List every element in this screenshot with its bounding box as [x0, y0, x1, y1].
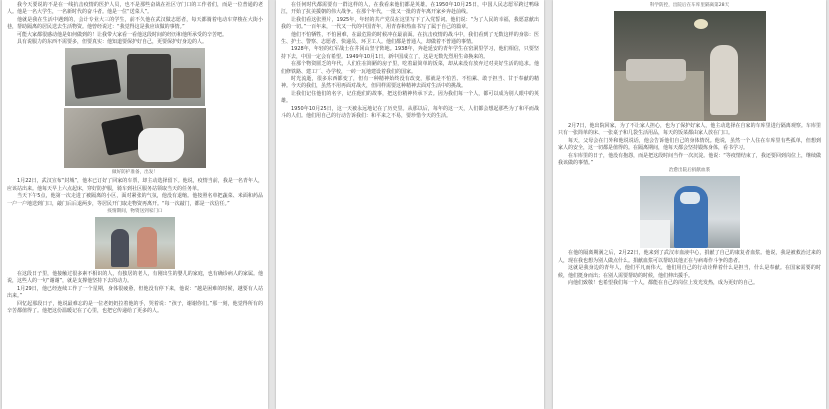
paragraph: 在那个物资匮乏的年代，人们住在简陋的房子里，吃着最简单的饭菜，却从来没有放弃过对美好生活的追求。他们修铁路、建工厂、办学校，一砖一瓦地建设着我们的国家。 — [281, 61, 539, 75]
paragraph: 时光流逝，很多东西都变了，但有一种精神始终没有改变，那就是不怕苦、不怕累、敢于担当、甘于奉献的精神。今天的我们，虽然不用再面对战火，但同样需要这种精神去面对生活中的挑战。 — [281, 76, 539, 90]
photo-caption: 疫情期间，物资送到家门口 — [107, 209, 163, 215]
paragraph: 让我们记住他们的名字，记住他们的故事，把这份精神传承下去。因为我们每一个人，都可以成为别人眼中的英雄。 — [281, 90, 539, 105]
outdoor-people-photo — [95, 217, 175, 269]
document-page-3 — [553, 0, 826, 409]
paragraph: 当天下午5点，他第一次走进了被隔离的小区，面对紧张的气氛，他没有退缩。他按照名单把蔬菜、米面和药品一户一户地送到门口，敲门后后退两步，等居民开门取走物资再离开。“每一次敲门，都是一次信任。” — [7, 193, 263, 207]
paragraph: 在这段日子里，他接触过很多素不相识的人，有独居的老人，有刚出生的婴儿的家庭，也有确诊病人的家属。他说，这些人的一句“谢谢”，就是支撑他坚持下去的动力。 — [7, 271, 263, 285]
gloved-hand-phone-photo — [64, 108, 206, 168]
paragraph: 1月22日，武汉宣布“封城”，他本已订好了回家的车票，却主动选择留下。他说，疫情当前，我是一名青年人，应该站出来。他每天早上六点起床，穿好防护服，骑车到社区服务站领取当天的任务单。 — [7, 178, 263, 192]
paragraph: 1950年10月25日，这一天被永远地记在了历史里。从那以后，每年的这一天，人们都会想起那些为了和平而战斗的人们。他们用自己的行动告诉我们：和平来之不易，要珍惜今天的生活。 — [281, 105, 539, 120]
paragraph: 可能大家都很感动他是如何做到的！让我带大家看一看他这段时间的经历和他所承受的辛苦吧。 — [17, 31, 228, 38]
photo-caption: 科学防控，出院后在车库里隔离第28天 — [649, 3, 730, 8]
paragraph: 他们不怕牺牲，不怕困难，在最危险的时候冲在最前面。在抗击疫情的战斗中，我们看到了无数这样的身影：医生、护士、警察、志愿者、快递员、环卫工人。他们都是普通人，却做着不普通的事情。 — [281, 31, 539, 46]
paragraph: 我今天要说的不是在一线抗击疫情的医护人员，也不是那些奋战在社区守门口的工作者们，而是一位普通的老人。他是一名大学生，一名新时代的奋斗者。他是一位“送菜人”。 — [7, 2, 263, 16]
luggage-photo — [65, 48, 205, 106]
paragraph: 让我们看这张照片，1925年，年轻的共产党员在这里写下了入党誓词。他们说：“为了人民的幸福，我愿意献出我的一切。”一百年来，一代又一代的中国青年，用青春和热血书写了属于自己的篇章。 — [281, 16, 539, 31]
paragraph: 他就是我在生活中遇到的，会计专业大三的学生，前不久他在武汉做志愿者，每天都骑着电动车穿梭在大街小巷，帮助隔离的居民送去生活物资。他曾经说过：“我觉得这是我应该做的事情。” — [7, 16, 263, 31]
paragraph: 向他们致敬！也希望我们每一个人，都能在自己的岗位上发光发热，成为更好的自己。 — [568, 280, 759, 287]
paragraph: 在他的隔离期满之后，2月22日，他来到了武汉市血液中心，捐献了自己的康复者血浆。他说，我是被救治过来的人，现在我也想为别人做点什么。捐献血浆可以帮助其他正在与病毒作斗争的患者。 — [558, 250, 821, 264]
medical-worker-photo — [640, 176, 740, 248]
paragraph: 回忆起那段日子，他说最难忘的是一位老奶奶拉着他的手，哭着说：“孩子，谢谢你们。”那一刻，他觉得所有的辛苦都值得了。他把这份温暖记在了心里，也把它传递给了更多的人。 — [7, 300, 263, 315]
paragraph: 每天，父母会在门外和他说说话，他会告诉他们自己的身体情况。他说，虽然一个人住在车库里有些孤单，但想到家人的安全，这一切都是值得的。在隔离期间，他每天都会坚持锻炼身体，看书学习。 — [558, 137, 821, 152]
paragraph: 这就是我身边的青年人，他们平凡而伟大，他们用自己的行动诠释着什么是担当，什么是奉献。在国家需要的时候，他们挺身而出；在别人需要帮助的时候，他们伸出援手。 — [558, 265, 821, 279]
paragraph: 具有说服力的东西不需要多，但要真实：他知道要保护好自己，更要保护好身边的人。 — [17, 39, 208, 46]
paragraph: 1928年，年轻的红军战士在井冈山坚守阵地。1938年，奔赴延安的青年学生在窑洞里学习，他们相信，只要坚持下去，中国一定会有希望。1949年10月1日，新中国成立了，这是无数先烈用生命换来的。 — [281, 46, 539, 60]
paragraph: 2月7日，他出院回家，为了不让家人担心，也为了保护好家人，他主动选择在自家的车库里进行隔离观察。车库里只有一张简单的床、一张桌子和几袋生活用品，每天的饭菜都由家人放在门口。 — [558, 123, 821, 137]
paragraph: 1月29日，他已经连续工作了一个星期，身体很疲惫，但他没有停下来，他说：“越是困难的时候，越要有人站出来。” — [7, 285, 263, 300]
paragraph: 在任何时代都需要有一群这样的人，在我看来他们都是英雄。在1950年10月25日，中国人民志愿军跨过鸭绿江，开始了抗美援朝的伟大战争。在那个年代，一批又一批的青年离开家乡奔赴前线。 — [281, 2, 539, 16]
document-page-2 — [276, 0, 544, 409]
document-page-1 — [2, 0, 268, 409]
photo-caption: 治愈出院后捐献血浆 — [668, 168, 711, 174]
photo-caption: 做好防护准备，出发！ — [112, 170, 158, 176]
paragraph: 在车库里的日子，他没有抱怨，而是把这段时间当作一次沉淀。他说：“等疫情结束了，我还要回到岗位上，继续做我该做的事情。” — [558, 152, 821, 167]
garage-quarantine-photo — [614, 11, 766, 121]
